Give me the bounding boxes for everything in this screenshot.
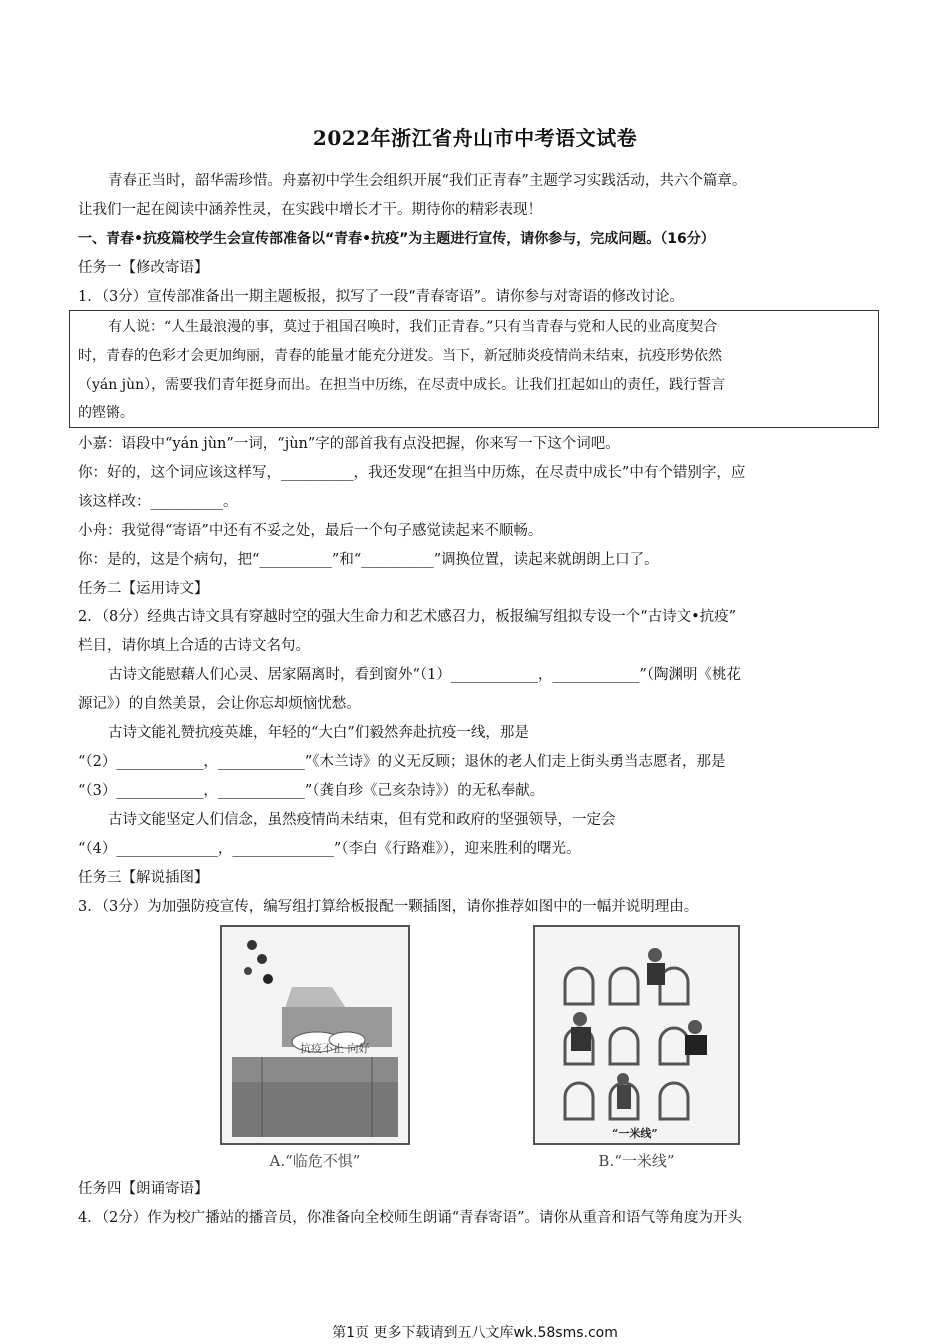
dialog-line-3: 该这样改：__________。 <box>78 494 238 510</box>
dialog-line-1: 小嘉：语段中“yán jùn”一词，“jùn”字的部首我有点没把握，你来写一下这个词吧。 <box>78 436 620 452</box>
task4-heading: 任务四【朗诵寄语】 <box>78 1181 209 1197</box>
box-line-2: 时，青春的色彩才会更加绚丽，青春的能量才能充分迸发。当下，新冠肺炎疫情尚未结束，抗疫形势依然 <box>78 348 722 364</box>
poem-line-5: “（3）____________，____________”（龚自珍《己亥杂诗》）的无私奉献。 <box>78 783 545 799</box>
question-2-line-2: 栏目，请你填上合适的古诗文名句。 <box>78 638 310 654</box>
dialog-line-5: 你：是的，这是个病句，把“__________”和“__________”调换位置，读起来就朗朗上口了。 <box>78 552 659 568</box>
poem-line-7: “（4）______________，______________”（李白《行路难》），迎来胜利的曙光。 <box>78 841 581 857</box>
figure-b-sign: “一米线” <box>612 1127 658 1140</box>
figure-b-illustration <box>535 927 738 1143</box>
box-line-4: 的铿锵。 <box>78 405 134 421</box>
task2-heading: 任务二【运用诗文】 <box>78 581 209 597</box>
poem-line-4: “（2）____________，____________”《木兰诗》的义无反顾；退休的老人们走上街头勇当志愿者，那是 <box>78 754 726 770</box>
figure-b <box>533 925 740 1145</box>
page-footer: 第1页 更多下载请到五八文库wk.58sms.com <box>332 1325 618 1341</box>
question-4: 4．（2分）作为校广播站的播音员，你准备向全校师生朗诵“青春寄语”。请你从重音和语气等角度为开头 <box>78 1210 743 1226</box>
poem-line-2: 源记》）的自然美景，会让你忘却烦恼忧愁。 <box>78 696 361 712</box>
question-1: 1．（3分）宣传部准备出一期主题板报，拟写了一段“青春寄语”。请你参与对寄语的修改讨论。 <box>78 289 685 305</box>
figure-a-sign: 抗疫不止 向好 <box>300 1042 370 1055</box>
figure-a-caption: A.“临危不惧” <box>269 1152 361 1170</box>
intro-line-2: 让我们一起在阅读中涵养性灵，在实践中增长才干。期待你的精彩表现！ <box>78 202 542 218</box>
task1-heading: 任务一【修改寄语】 <box>78 260 209 276</box>
question-3: 3．（3分）为加强防疫宣传，编写组打算给板报配一颗插图，请你推荐如图中的一幅并说明理由。 <box>78 899 699 915</box>
box-line-1: 有人说：“人生最浪漫的事，莫过于祖国召唤时，我们正青春。”只有当青春与党和人民的业高度契合 <box>108 319 718 335</box>
question-2-line-1: 2．（8分）经典古诗文具有穿越时空的强大生命力和艺术感召力，板报编写组拟专设一个“古诗文•抗疫” <box>78 609 737 625</box>
poem-line-3: 古诗文能礼赞抗疫英雄，年轻的“大白”们毅然奔赴抗疫一线，那是 <box>108 725 529 741</box>
page-title: 2022年浙江省舟山市中考语文试卷 <box>312 126 638 150</box>
dialog-line-4: 小舟：我觉得“寄语”中还有不妥之处，最后一个句子感觉读起来不顺畅。 <box>78 523 543 539</box>
poem-line-1: 古诗文能慰藉人们心灵、居家隔离时，看到窗外“（1）____________，____________”（陶渊明《桃花 <box>108 667 742 683</box>
section-heading: 一、青春•抗疫篇校学生会宣传部准备以“青春•抗疫”为主题进行宣传，请你参与，完成问题。（16分） <box>78 231 715 247</box>
figure-a <box>220 925 410 1145</box>
figure-b-caption: B.“一米线” <box>598 1152 675 1170</box>
poem-line-6: 古诗文能坚定人们信念，虽然疫情尚未结束，但有党和政府的坚强领导，一定会 <box>108 812 616 828</box>
box-line-3: （yán jùn），需要我们青年挺身而出。在担当中历练，在尽责中成长。让我们扛起如山的责任，践行誓言 <box>78 377 726 393</box>
task3-heading: 任务三【解说插图】 <box>78 870 209 886</box>
dialog-line-2: 你：好的，这个词应该这样写，__________，我还发现“在担当中历炼，在尽责中成长”中有个错别字，应 <box>78 465 746 481</box>
figure-a-illustration <box>222 927 408 1143</box>
intro-line-1: 青春正当时，韶华需珍惜。舟嘉初中学生会组织开展“我们正青春”主题学习实践活动，共六个篇章。 <box>108 173 747 189</box>
